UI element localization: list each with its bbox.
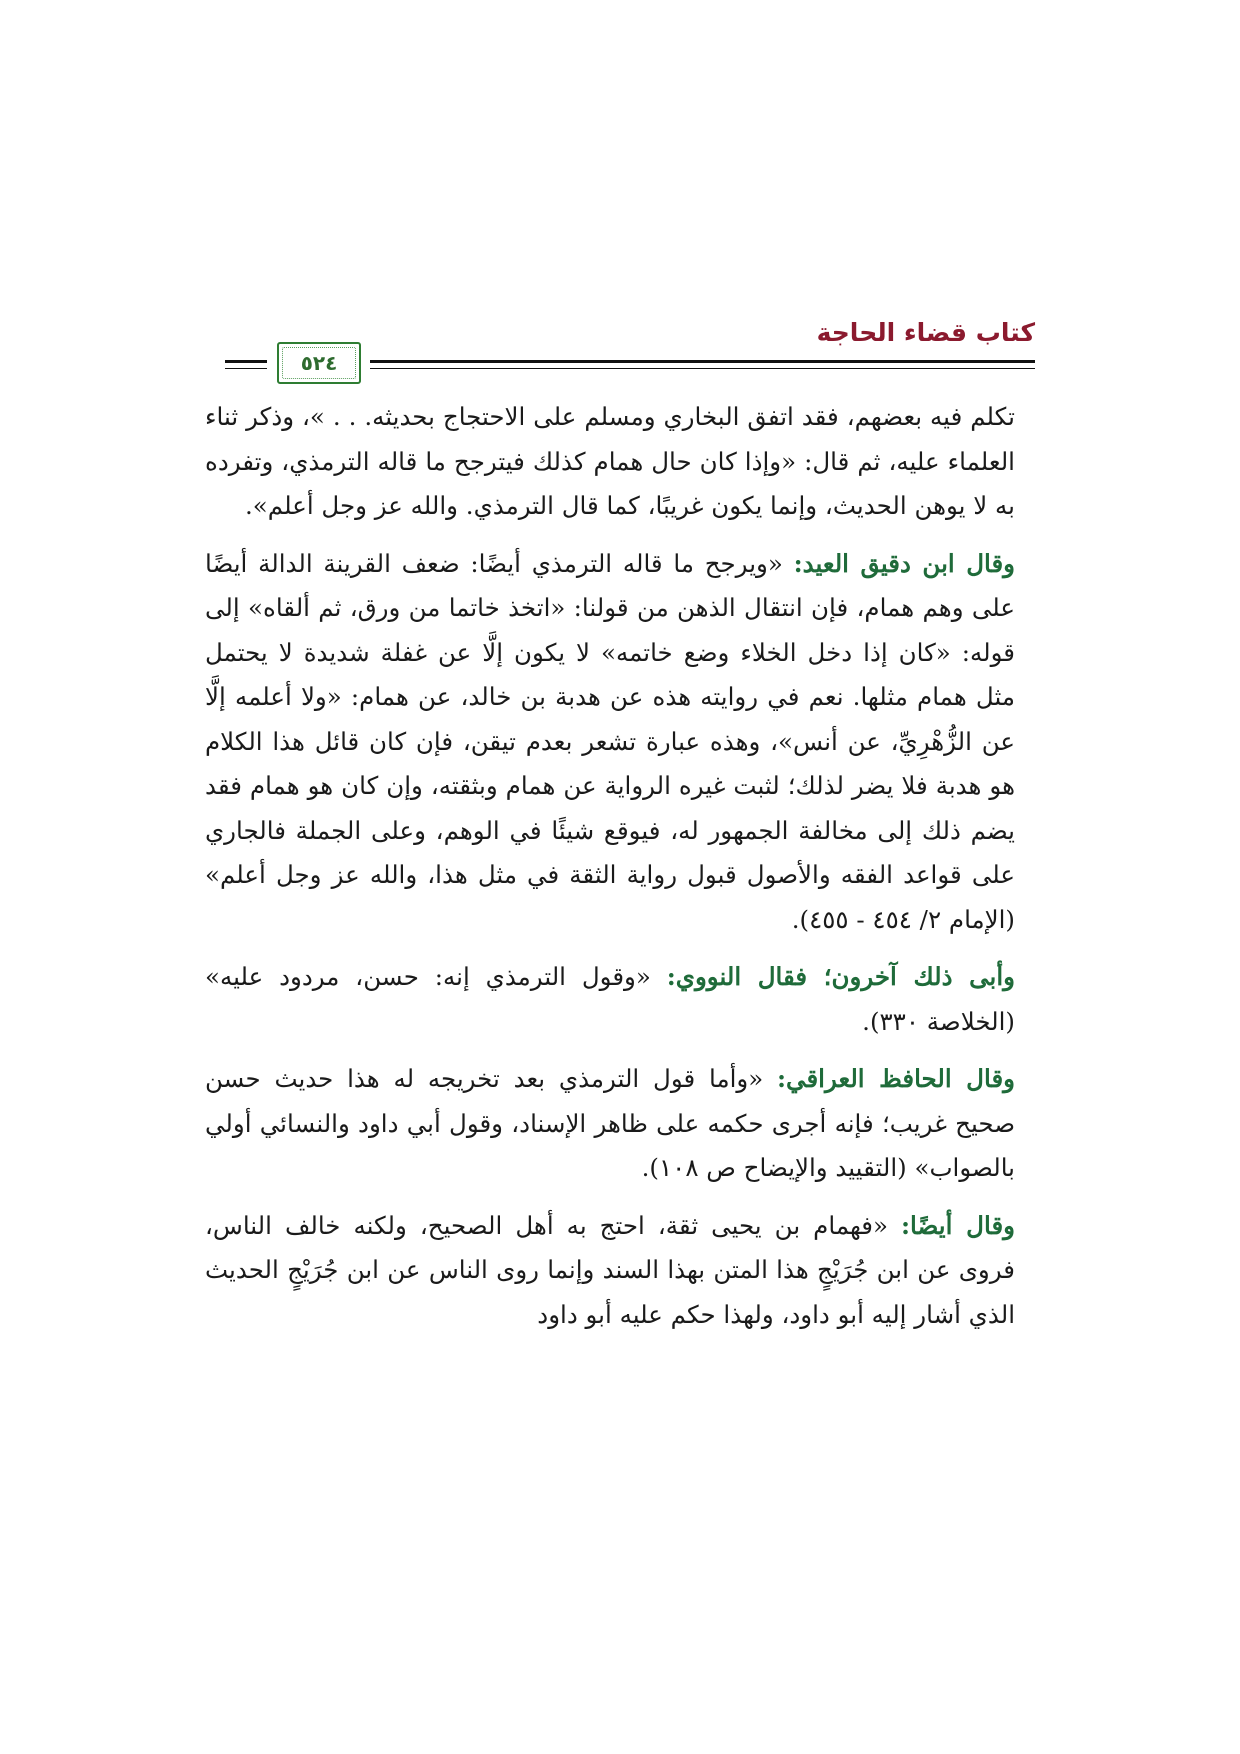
page-number: ٥٢٤ xyxy=(300,351,338,375)
paragraph-5-text: «فهمام بن يحيى ثقة، احتج به أهل الصحيح، ولكنه خالف الناس، فروى عن ابن جُرَيْجٍ هذا المتن بهذا السند وإنما روى الناس عن ابن جُرَيْجٍ الحديث الذي أشار إليه أبو داود، ولهذا حكم عليه أبو داود xyxy=(205,1210,1015,1329)
paragraph-3 xyxy=(205,955,1015,1044)
page-body xyxy=(205,395,1015,1350)
page-number-frame xyxy=(277,342,361,384)
paragraph-5-lead: وقال أيضًا: xyxy=(901,1210,1015,1240)
page-header xyxy=(225,318,1035,384)
paragraph-2-lead: وقال ابن دقيق العيد: xyxy=(793,548,1015,578)
paragraph-1 xyxy=(205,395,1015,529)
book-title: كتاب قضاء الحاجة xyxy=(816,318,1035,347)
paragraph-1-text: تكلم فيه بعضهم، فقد اتفق البخاري ومسلم على الاحتجاج بحديثه. . . »، وذكر ثناء العلماء عليه، ثم قال: «وإذا كان حال همام كذلك فيترجح ما قاله الترمذي، وتفرده به لا يوهن الحديث، وإنما يكون غريبًا، كما قال الترمذي. والله عز وجل أعلم». xyxy=(205,402,1015,520)
paragraph-2 xyxy=(205,542,1015,943)
paragraph-3-text: «وقول الترمذي إنه: حسن، مردود عليه» (الخلاصة ٣٣٠). xyxy=(205,962,1015,1036)
paragraph-3-lead: وأبى ذلك آخرون؛ فقال النووي: xyxy=(666,962,1015,991)
header-rule-thin xyxy=(370,368,1035,369)
paragraph-2-text: «ويرجح ما قاله الترمذي أيضًا: ضعف القرينة الدالة أيضًا على وهم همام، فإن انتقال الذهن من قولنا: «اتخذ خاتما من ورق، ثم ألقاه» إلى قوله: «كان إذا دخل الخلاء وضع خاتمه» لا يكون إلَّا عن غفلة شديدة لا يحتمل مثل همام مثلها. نعم في روايته هذه عن هدبة بن خالد، عن همام: «ولا أعلمه إلَّا عن الزُّهْرِيِّ، عن أنس»، وهذه عبارة تشعر بعدم تيقن، فإن كان قائل هذا الكلام هو هدبة فلا يضر لذلك؛ لثبت غيره الرواية عن همام وبثقته، وإن كان هو همام فقد يضم ذلك إلى مخالفة الجمهور له، فيوقع شيئًا في الوهم، وعلى الجملة فالجاري على قواعد الفقه والأصول قبول رواية الثقة في مثل هذا، والله عز وجل أعلم» (الإمام ٢/ ٤٥٤ - ٤٥٥). xyxy=(205,548,1015,934)
paragraph-5 xyxy=(205,1204,1015,1338)
paragraph-4-text: «وأما قول الترمذي بعد تخريجه له هذا حديث حسن صحيح غريب؛ فإنه أجرى حكمه على ظاهر الإسناد، وقول أبي داود والنسائي أولي بالصواب» (التقييد والإيضاح ص ١٠٨). xyxy=(205,1064,1015,1182)
paragraph-4 xyxy=(205,1057,1015,1191)
header-rule-left-thick xyxy=(225,360,267,363)
header-rule-left-thin xyxy=(225,368,267,369)
paragraph-4-lead: وقال الحافظ العراقي: xyxy=(777,1064,1015,1093)
header-rule-thick xyxy=(370,360,1035,363)
